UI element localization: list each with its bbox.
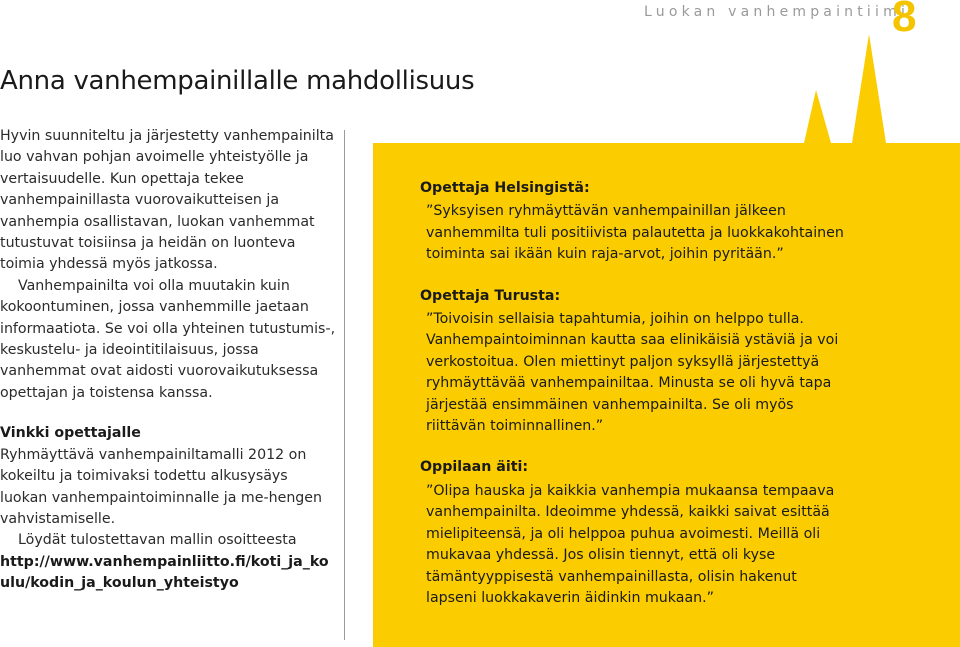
quote-item [420, 286, 846, 438]
quote-text: ”Syksyisen ryhmäyttävän vanhempainillan jälkeen vanhemmilta tuli positiivista palautetta ja luokkakohtainen toiminta sai ikään kuin raja-arvot, joihin pyritään.” [426, 203, 844, 263]
quote-item [420, 178, 846, 266]
quotes-container [420, 178, 846, 629]
running-title: Luokan vanhempaintiimi [644, 4, 910, 20]
page-number: 8 [892, 0, 917, 41]
intro-paragraph: Hyvin suunniteltu ja järjestetty vanhempainilta luo vahvan pohjan avoimelle yhteistyölle ja vertaisuudelle. Kun opettaja tekee vanhempainillasta vuorovaikutteisen ja vanhempia osallistavan, luokan vanhemmat tutustuvat toisiinsa ja heidän on luonteva toimia yhdessä myös jatkossa. [0, 128, 334, 273]
quote-text: ”Toivoisin sellaisia tapahtumia, joihin on helppo tulla. Vanhempaintoiminnan kautta saa elinikäisiä ystäviä ja voi verkostoitua. Olen miettinyt paljon syksyllä järjestettyä ryhmäyttävää vanhempainiltaa. Minusta se oli hyvä tapa järjestää ensimmäinen vanhempainilta. Se oli myös riittävän toiminnallinen.” [426, 311, 839, 435]
quote-heading: Opettaja Turusta: [420, 287, 561, 304]
column-divider [344, 130, 345, 640]
page-title: Anna vanhempainillalle mahdollisuus [0, 66, 475, 96]
tips-text: Ryhmäyttävä vanhempainiltamalli 2012 on kokeiltu ja toimivaksi todettu alkusysäys luokan vanhempaintoiminnalle ja me-hengen vahvistamiselle. [0, 446, 323, 527]
quote-heading: Oppilaan äiti: [420, 459, 529, 476]
intro-paragraph-2: Vanhempainilta voi olla muutakin kuin kokoontuminen, jossa vanhemmille jaetaan informaatiota. Se voi olla yhteinen tutustumis-, keskustelu- ja ideointitilaisuus, jossa vanhemmat ovat aidosti vuorovaikutuksessa opettajan ja toistensa kanssa. [0, 277, 336, 401]
quote-heading: Opettaja Helsingistä: [420, 180, 590, 196]
quote-item [420, 457, 846, 609]
tips-heading: Vinkki opettajalle [0, 425, 141, 442]
quote-text: ”Olipa hauska ja kaikkia vanhempia mukaansa tempaava vanhempainilta. Ideoimme yhdessä, kaikki saivat esittää mielipiteensä, ja oli helppoa puhua avoimesti. Meillä oli mukavaa yhdessä. Jos olisin tiennyt, että oli kyse tämäntyyppisestä vanhempainillasta, olisin hakenut lapseni luokkakaverin äidinkin mukaan.” [426, 482, 835, 606]
intro-column [0, 126, 336, 595]
tips-link-intro: Löydät tulostettavan mallin osoitteesta [18, 532, 297, 549]
tips-url-link[interactable]: http://www.vanhempainliitto.fi/koti_ja_koulu/kodin_ja_koulun_yhteistyo [0, 553, 329, 592]
